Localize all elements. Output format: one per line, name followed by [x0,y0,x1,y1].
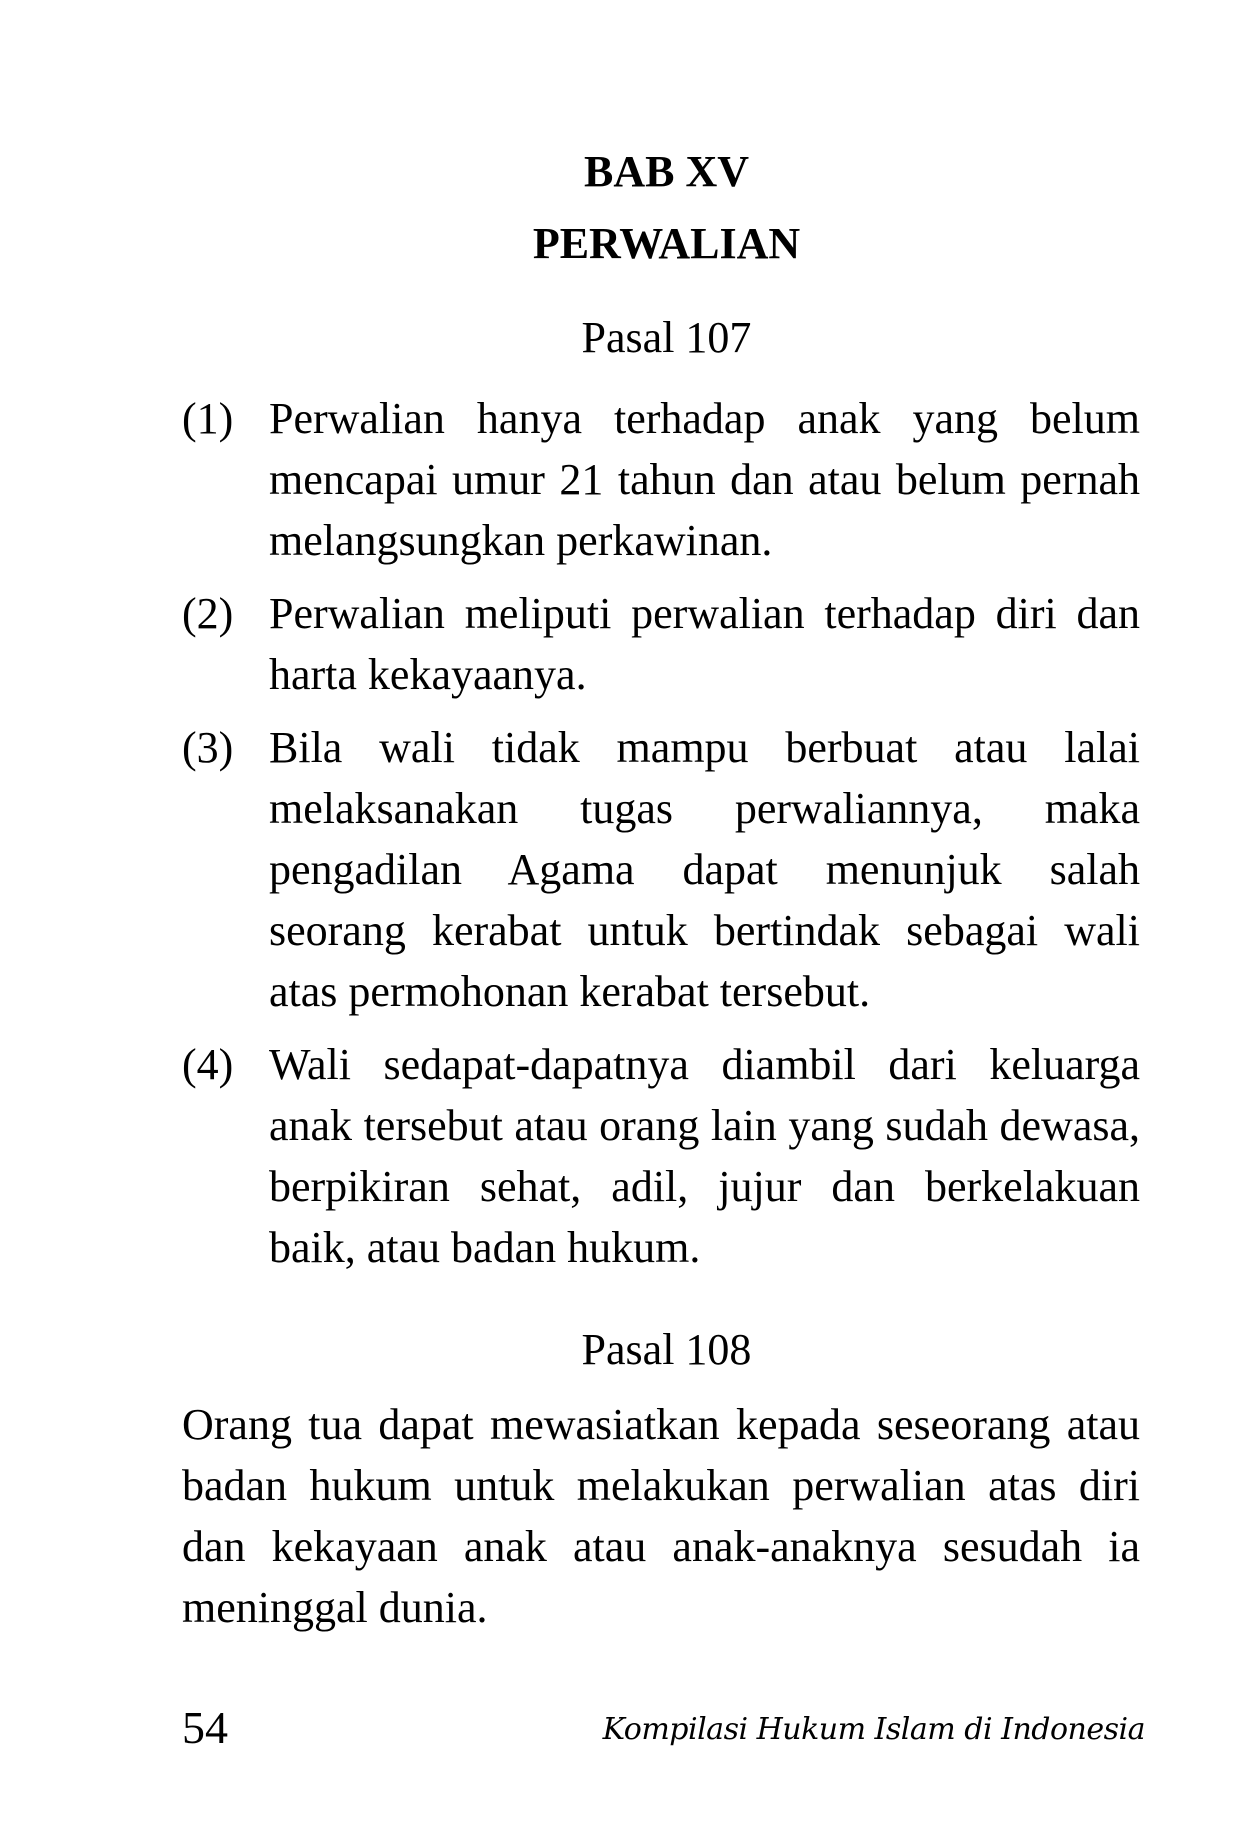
running-footer-book-title: Kompilasi Hukum Islam di Indonesia [602,1712,1145,1747]
clause-number: (4) [182,1040,234,1089]
article-107-clauses [182,388,1140,1290]
clause-3 [182,717,1140,1022]
clause-1 [182,388,1140,571]
clause-text: Bila wali tidak mampu berbuat atau lalai melaksanakan tugas perwaliannya, maka pengadilan Agama dapat menunjuk salah seorang kerabat untuk bertindak sebagai wali atas permohonan kerabat tersebut. [269,723,1140,1016]
clause-text: Perwalian hanya terhadap anak yang belum mencapai umur 21 tahun dan atau belum pernah melangsungkan perkawinan. [269,394,1140,565]
page-number: 54 [182,1702,228,1753]
article-108-heading: Pasal 108 [581,1325,752,1374]
clause-4 [182,1034,1140,1278]
article-107-heading: Pasal 107 [581,313,752,362]
clause-text: Wali sedapat-dapatnya diambil dari keluarga anak tersebut atau orang lain yang sudah dewasa, berpikiran sehat, adil, jujur dan berkelakuan baik, atau badan hukum. [269,1040,1140,1272]
clause-number: (2) [182,589,234,638]
clause-number: (3) [182,723,234,772]
clause-2 [182,583,1140,705]
clause-text: Perwalian meliputi perwalian terhadap diri dan harta kekayaanya. [269,589,1140,699]
chapter-title: PERWALIAN [532,219,801,268]
clause-number: (1) [182,394,234,443]
chapter-number: BAB XV [583,147,750,196]
article-108-text: Orang tua dapat mewasiatkan kepada seseorang atau badan hukum untuk melakukan perwalian atas diri dan kekayaan anak atau anak-anaknya sesudah ia meninggal dunia. [182,1400,1140,1632]
